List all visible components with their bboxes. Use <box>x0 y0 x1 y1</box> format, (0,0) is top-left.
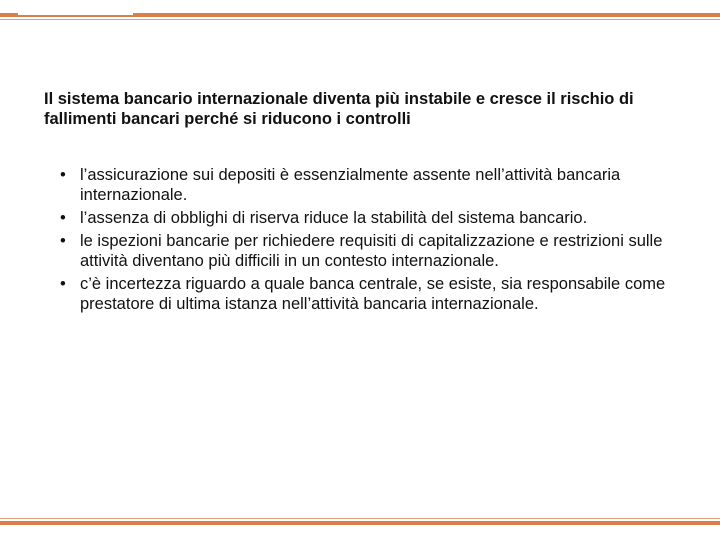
top-border-notch <box>18 12 133 15</box>
bottom-border-thick <box>0 521 720 525</box>
bullet-icon: • <box>60 232 66 250</box>
bullet-text: le ispezioni bancarie per richiedere requisiti di capitalizzazione e restrizioni sulle attività diventano più difficili in un contesto internazionale. <box>80 232 663 270</box>
bullet-icon: • <box>60 275 66 293</box>
bullet-text: c’è incertezza riguardo a quale banca centrale, se esiste, sia responsabile come prestatore di ultima istanza nell’attività bancaria internazionale. <box>80 275 666 313</box>
slide-title: Il sistema bancario internazionale diventa più instabile e cresce il rischio di fallimenti bancari perché si riducono i controlli <box>44 90 634 128</box>
bullet-item-deposit-insurance <box>60 165 685 205</box>
bullet-text: l’assicurazione sui depositi è essenzialmente assente nell’attività bancaria internazionale. <box>80 166 621 204</box>
bullet-item-reserve-requirements <box>60 208 685 228</box>
bullet-item-bank-inspections <box>60 231 685 271</box>
bullet-icon: • <box>60 209 66 227</box>
top-border-thin <box>0 19 720 20</box>
bullet-item-lender-of-last-resort <box>60 274 685 314</box>
bullet-list <box>60 165 685 317</box>
bullet-icon: • <box>60 166 66 184</box>
bottom-border-thin <box>0 518 720 519</box>
bullet-text: l’assenza di obblighi di riserva riduce la stabilità del sistema bancario. <box>80 209 588 227</box>
